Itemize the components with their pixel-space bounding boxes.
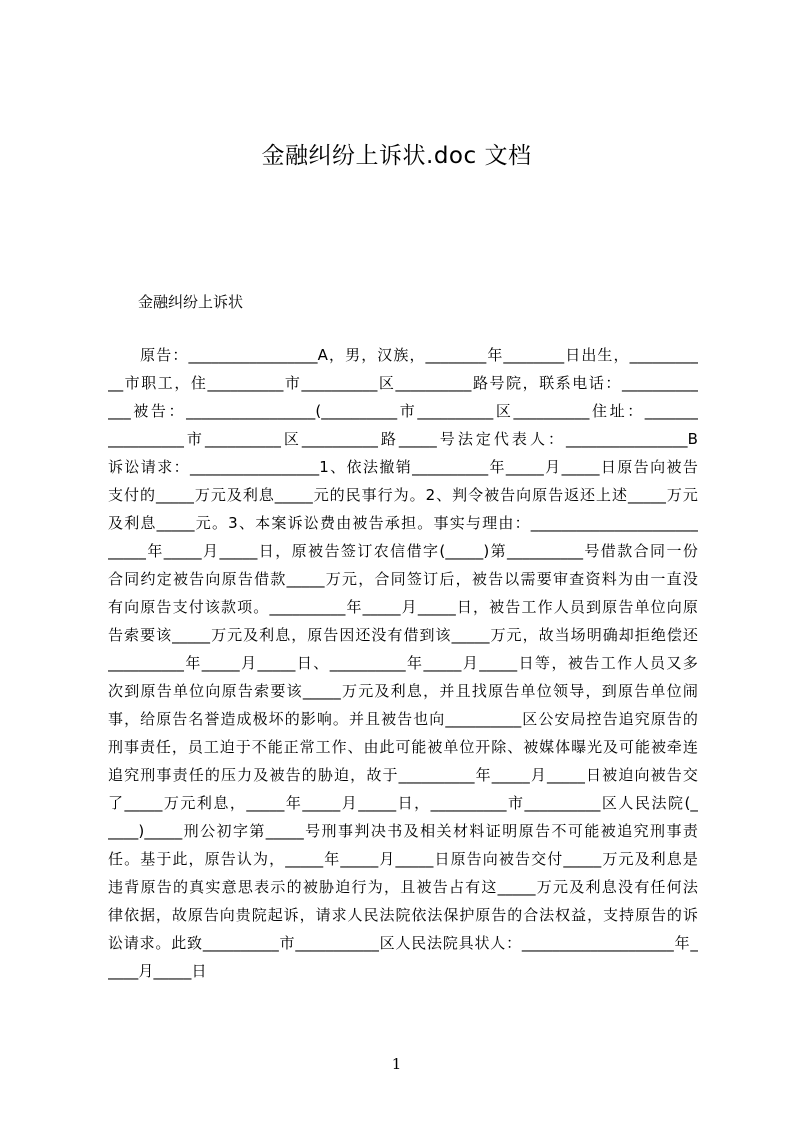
body-line: 了_____万元利息，_____年_____月_____日，__________市__________区人民法院(_: [108, 794, 698, 812]
body-line: 违背原告的真实意思表示的被胁迫行为，且被告占有这_____万元及利息没有任何法: [108, 878, 698, 896]
body-line: __________市__________区__________路_____号法定代表人：________________B: [108, 430, 698, 448]
body-line: 事，给原告名誉造成极坏的影响。并且被告也向__________区公安局控告追究原告的: [108, 710, 698, 728]
body-line: 合同约定被告向原告借款_____万元，合同签订后，被告以需要审查资料为由一直没: [108, 570, 698, 588]
body-line: _____年_____月_____日，原被告签订农信借字(_____)第__________号借款合同一份: [108, 542, 698, 560]
body-line: 讼请求。此致__________市___________区人民法院具状人：____________________年_: [108, 934, 698, 952]
body-line: 追究刑事责任的压力及被告的胁迫，故于__________年_____月_____日被迫向被告交: [108, 766, 698, 784]
body-line: 次到原告单位向原告索要该_____万元及利息，并且找原告单位领导，到原告单位闹: [108, 682, 698, 700]
body-line: 有向原告支付该款项。__________年_____月_____日，被告工作人员到原告单位向原: [108, 598, 698, 616]
body-line: 律依据，故原告向贵院起诉，请求人民法院依法保护原告的合法权益，支持原告的诉: [108, 906, 698, 924]
body-line: 原告：_________________A，男，汉族，________年________日出生，_________: [108, 346, 698, 364]
body-line: __市职工，住__________市__________区__________路号院，联系电话：__________: [108, 374, 698, 392]
body-line: 任。基于此，原告认为，_____年_____月_____日原告向被告交付_____万元及利息是: [108, 850, 698, 868]
document-subtitle: 金融纠纷上诉状: [138, 293, 244, 311]
body-line: ___被告：_________________(__________市__________区__________住址：_______: [108, 402, 698, 420]
document-body: [108, 341, 698, 985]
body-line: 及利息_____元。3、本案诉讼费由被告承担。事实与理由：______________________: [108, 514, 698, 532]
body-line: 刑事责任，员工迫于不能正常工作、由此可能被单位开除、被媒体曝光及可能被牵连: [108, 738, 698, 756]
body-line: ____)_____刑公初字第_____号刑事判决书及相关材料证明原告不可能被追究刑事责: [108, 822, 698, 840]
body-line: ____月_____日: [108, 962, 207, 980]
page-number: 1: [391, 1055, 402, 1073]
body-line: 告索要该_____万元及利息，原告因还没有借到该_____万元，故当场明确却拒绝偿还: [108, 626, 698, 644]
document-title: 金融纠纷上诉状.doc 文档: [261, 143, 532, 169]
body-line: 支付的_____万元及利息_____元的民事行为。2、判令被告向原告返还上述_____万元: [108, 486, 698, 504]
body-line: __________年_____月_____日、__________年_____月_____日等，被告工作人员又多: [108, 654, 698, 672]
body-line: 诉讼请求：_________________1、依法撤销__________年_____月_____日原告向被告: [108, 458, 698, 476]
